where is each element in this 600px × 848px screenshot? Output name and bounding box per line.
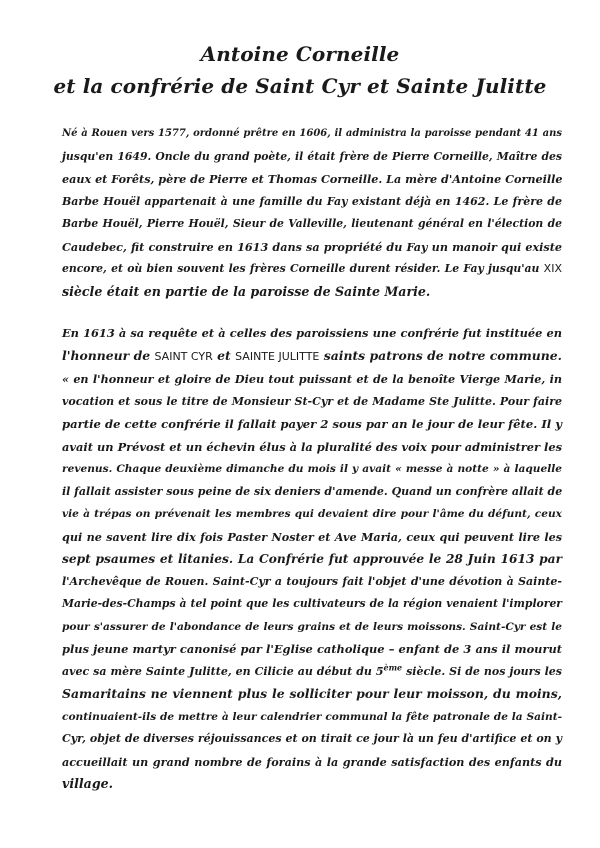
saint-name: SAINT CYR: [154, 349, 213, 363]
text-line: Barbe Houël appartenait à une famille du Fay existant déjà en 1462. Le frère de: [62, 194, 562, 208]
text-line: [62, 661, 562, 684]
text-line: siècle était en partie de la paroisse de Sainte Marie.: [62, 283, 431, 299]
text-segment: avec sa mère Sainte Julitte, en Cilicie au début du 5: [62, 664, 384, 678]
text-line: revenus. Chaque deuxième dimanche du mois il y avait « messe à notte » à laquelle: [62, 463, 562, 475]
text-segment: et: [212, 347, 236, 363]
paragraph-confrerie: [62, 322, 562, 796]
text-line: « en l'honneur et gloire de Dieu tout puissant et de la benoîte Vierge Marie, in: [62, 372, 562, 386]
text-line: Marie-des-Champs à tel point que les cultivateurs de la région venaient l'implorer: [62, 597, 562, 610]
text-line: partie de cette confrérie il fallait payer 2 sous par an le jour de leur fête. Il y: [62, 417, 562, 431]
text-line: vie à trépas on prévenait les membres qui devaient dire pour l'âme du défunt, ceux: [62, 508, 562, 520]
saint-name: SAINTE JULITTE: [235, 349, 320, 363]
text-segment: siècle. Si de nos jours les: [402, 664, 562, 678]
text-line: jusqu'en 1649. Oncle du grand poète, il était frère de Pierre Corneille, Maître des: [62, 149, 562, 163]
text-line: pour s'assurer de l'abondance de leurs grains et de leurs moissons. Saint-Cyr est le: [62, 620, 562, 633]
text-line: Samaritains ne viennent plus le solliciter pour leur moisson, du moins,: [62, 686, 562, 701]
text-line: qui ne savent lire dix fois Paster Noster et Ave Maria, ceux qui peuvent lire les: [62, 529, 562, 544]
text-line: sept psaumes et litanies. La Confrérie fut approuvée le 28 Juin 1613 par: [62, 552, 562, 566]
superscript: ème: [383, 661, 403, 672]
document-title: [0, 38, 600, 102]
text-line: Caudebec, fit construire en 1613 dans sa propriété du Fay un manoir qui existe: [62, 239, 562, 254]
text-line: vocation et sous le titre de Monsieur St-Cyr et de Madame Ste Julitte. Pour faire: [62, 394, 562, 408]
text-line: eaux et Forêts, père de Pierre et Thomas Corneille. La mère d'Antoine Corneille: [62, 172, 563, 186]
text-line: En 1613 à sa requête et à celles des paroissiens une confrérie fut instituée en: [62, 326, 562, 340]
text-line: [62, 258, 562, 281]
text-line: Né à Rouen vers 1577, ordonné prêtre en 1606, il administra la paroisse pendant 41 ans: [62, 128, 562, 139]
title-line-2: et la confrérie de Saint Cyr et Sainte Julitte: [53, 74, 547, 98]
text-segment: l'honneur de: [62, 347, 155, 363]
roman-numeral: XIX: [543, 262, 562, 275]
text-segment: encore, et où bien souvent les frères Corneille durent résider. Le Fay jusqu'au: [62, 262, 544, 275]
paragraph-biography: [62, 123, 562, 303]
text-segment: saints patrons de notre commune.: [319, 347, 562, 363]
text-line: continuaient-ils de mettre à leur calendrier communal la fête patronale de la Saint-: [62, 710, 562, 723]
text-line: l'Archevêque de Rouen. Saint-Cyr a toujours fait l'objet d'une dévotion à Sainte-: [62, 574, 562, 588]
text-line: il fallait assister sous peine de six deniers d'amende. Quand un confrère allait de: [62, 484, 563, 498]
text-line: village.: [62, 776, 114, 791]
text-line: Barbe Houël, Pierre Houël, Sieur de Valleville, lieutenant général en l'élection de: [62, 217, 562, 230]
text-line: Cyr, objet de diverses réjouissances et on tirait ce jour là un feu d'artifice et on y: [62, 732, 562, 745]
text-line: accueillait un grand nombre de forains à la grande satisfaction des enfants du: [62, 754, 562, 769]
text-line: [62, 345, 562, 369]
text-line: plus jeune martyr canonisé par l'Eglise catholique – enfant de 3 ans il mourut: [62, 642, 562, 656]
title-line-1: Antoine Corneille: [200, 42, 400, 66]
text-line: avait un Prévost et un échevin élus à la pluralité des voix pour administrer les: [62, 439, 562, 454]
